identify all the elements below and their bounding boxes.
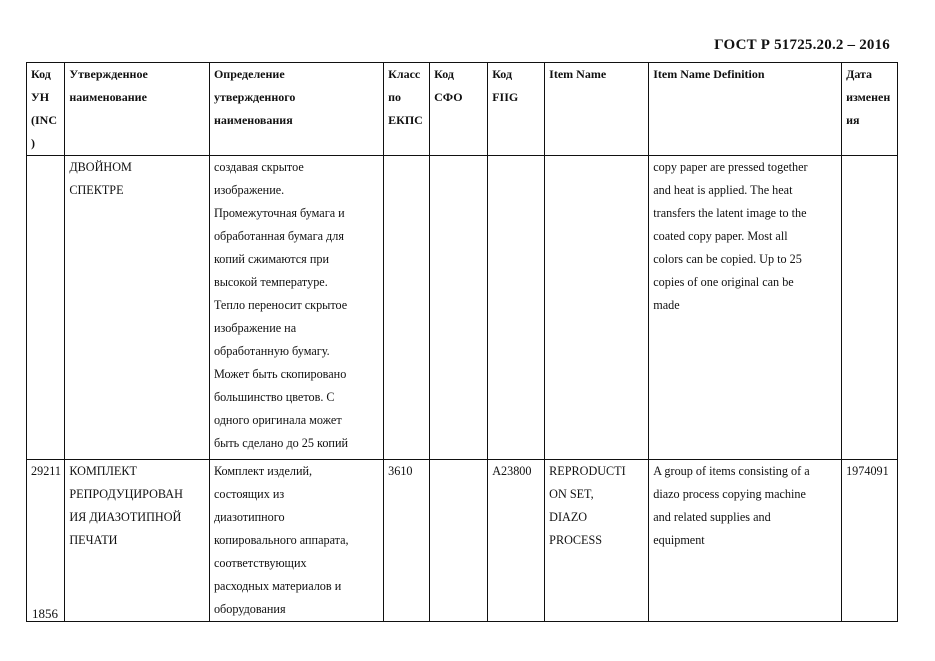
- item-definition-cell: [649, 156, 842, 460]
- cell-text-line: colors can be copied. Up to 25: [653, 252, 802, 266]
- header-text-line: FIIG: [492, 90, 519, 104]
- cell-text-line: быть сделано до 25 копий: [213, 436, 348, 450]
- item-name-definition-header: [649, 63, 842, 156]
- cell-text-line: copies of one original can be: [653, 275, 794, 289]
- cell-text-line: копий сжимаются при: [213, 252, 329, 266]
- cell-text-line: and related supplies and: [653, 510, 771, 524]
- date-cell: [842, 156, 898, 460]
- cell-text-line: coated copy paper. Most all: [653, 229, 788, 243]
- cell-text-line: copy paper are pressed together: [653, 160, 808, 174]
- cell-text-line: PROCESS: [549, 533, 603, 547]
- cell-text-line: Промежуточная бумага и: [213, 206, 345, 220]
- cell-text-line: оборудования: [213, 602, 286, 616]
- header-text-line: Код: [434, 67, 454, 81]
- cell-text-line: изображение.: [213, 183, 285, 197]
- change-date-header: [842, 63, 898, 156]
- cell-text-line: Может быть скопировано: [213, 367, 347, 381]
- header-text-line: СФО: [434, 90, 463, 104]
- item-name-header: [545, 63, 649, 156]
- cell-text-line: диазотипного: [213, 510, 285, 524]
- header-text-line: Определение: [213, 67, 285, 81]
- cell-text-line: РЕПРОДУЦИРОВАН: [69, 487, 183, 501]
- inc-cell: [27, 460, 65, 622]
- cell-text-line: большинство цветов. С: [213, 390, 335, 404]
- sfo-code-header: [430, 63, 488, 156]
- cell-text-line: КОМПЛЕКТ: [69, 464, 137, 478]
- cell-text-line: A23800: [492, 464, 532, 478]
- header-text-line: Класс: [388, 67, 421, 81]
- document-standard-number: ГОСТ Р 51725.20.2 – 2016: [714, 37, 890, 53]
- header-text-line: Дата: [846, 67, 873, 81]
- definition-header: [209, 63, 383, 156]
- cell-text-line: Тепло переносит скрытое: [213, 298, 348, 312]
- cell-text-line: 29211: [31, 464, 62, 478]
- cell-text-line: копировального аппарата,: [213, 533, 349, 547]
- table-row: [27, 156, 898, 460]
- item-name-cell: [545, 460, 649, 622]
- fiig-cell: [488, 460, 545, 622]
- header-text-line: изменен: [846, 90, 891, 104]
- header-text-line: ЕКПС: [388, 113, 423, 127]
- item-definition-cell: [649, 460, 842, 622]
- header-text-line: Item Name Definition: [653, 67, 765, 81]
- cell-text-line: REPRODUCTI: [549, 464, 626, 478]
- cell-text-line: Комплект изделий,: [213, 464, 313, 478]
- definition-cell: [209, 460, 383, 622]
- cell-text-line: одного оригинала может: [213, 413, 342, 427]
- header-text-line: утвержденного: [213, 90, 296, 104]
- cell-text-line: made: [653, 298, 680, 312]
- ekps-cell: [384, 460, 430, 622]
- cell-text-line: состоящих из: [213, 487, 285, 501]
- header-text-line: ия: [846, 113, 860, 127]
- cell-text-line: 1974091: [846, 464, 889, 478]
- ekps-class-header: [384, 63, 430, 156]
- sfo-cell: [430, 156, 488, 460]
- cell-text-line: ДВОЙНОМ: [69, 160, 132, 174]
- cell-text-line: создавая скрытое: [213, 160, 304, 174]
- inc-cell: [27, 156, 65, 460]
- header-text-line: Утвержденное: [69, 67, 148, 81]
- sfo-cell: [430, 460, 488, 622]
- name-cell: [65, 460, 210, 622]
- header-text-line: Код: [492, 67, 513, 81]
- header-text-line: Код: [31, 67, 51, 81]
- name-cell: [65, 156, 210, 460]
- cell-text-line: equipment: [653, 533, 705, 547]
- cell-text-line: ИЯ ДИАЗОТИПНОЙ: [69, 510, 182, 524]
- cell-text-line: ПЕЧАТИ: [69, 533, 118, 547]
- header-text-line: Item Name: [549, 67, 607, 81]
- header-text-line: (INC): [31, 113, 57, 150]
- fiig-code-header: [488, 63, 545, 156]
- cell-text-line: and heat is applied. The heat: [653, 183, 793, 197]
- fiig-cell: [488, 156, 545, 460]
- cell-text-line: соответствующих: [213, 556, 307, 570]
- cell-text-line: transfers the latent image to the: [653, 206, 807, 220]
- table-header-row: [27, 63, 898, 156]
- cell-text-line: обработанную бумагу.: [213, 344, 330, 358]
- cell-text-line: diazo process copying machine: [653, 487, 806, 501]
- cell-text-line: обработанная бумага для: [213, 229, 344, 243]
- cell-text-line: расходных материалов и: [213, 579, 342, 593]
- header-text-line: наименование: [69, 90, 147, 104]
- item-name-cell: [545, 156, 649, 460]
- cell-text-line: A group of items consisting of a: [653, 464, 810, 478]
- header-text-line: по: [388, 90, 402, 104]
- header-text-line: УН: [31, 90, 50, 104]
- catalog-table: [26, 62, 898, 622]
- name-header: [65, 63, 210, 156]
- cell-text-line: 3610: [388, 464, 413, 478]
- inc-header: [27, 63, 65, 156]
- page-number: 1856: [32, 606, 58, 621]
- table-row: [27, 460, 898, 622]
- definition-cell: [209, 156, 383, 460]
- cell-text-line: изображение на: [213, 321, 297, 335]
- header-text-line: наименования: [213, 113, 293, 127]
- cell-text-line: ON SET,: [549, 487, 594, 501]
- date-cell: [842, 460, 898, 622]
- cell-text-line: DIAZO: [549, 510, 588, 524]
- ekps-cell: [384, 156, 430, 460]
- cell-text-line: СПЕКТРЕ: [69, 183, 124, 197]
- cell-text-line: высокой температуре.: [213, 275, 328, 289]
